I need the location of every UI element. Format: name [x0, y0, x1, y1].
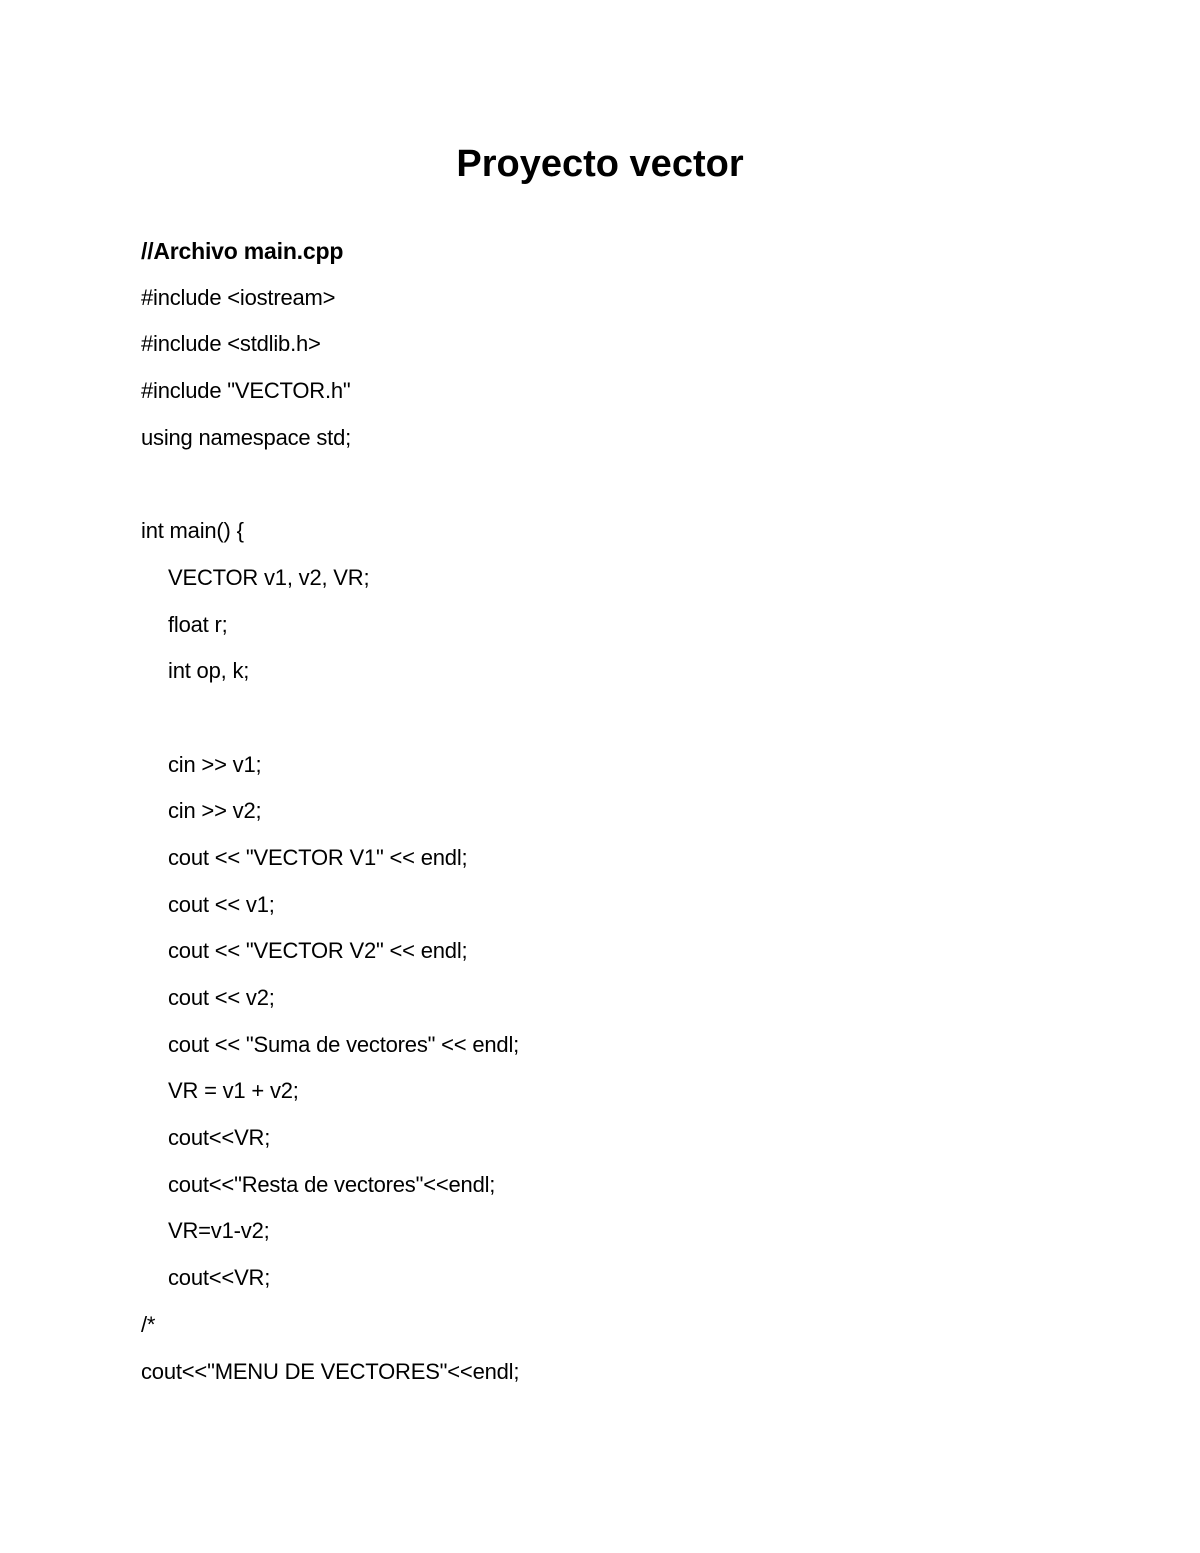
code-line: cout<<"MENU DE VECTORES"<<endl; — [141, 1358, 520, 1384]
code-line: /* — [141, 1311, 156, 1337]
code-line: cout << "VECTOR V1" << endl; — [168, 844, 468, 870]
code-line: cout << v2; — [168, 985, 275, 1010]
code-line: int main() { — [141, 518, 244, 544]
code-line: #include <iostream> — [141, 284, 336, 310]
code-line: cin >> v2; — [168, 798, 262, 824]
code-line: cin >> v1; — [168, 751, 262, 777]
blank-line — [141, 700, 1141, 747]
code-line: #include <stdlib.h> — [141, 331, 321, 357]
code-line: cout<<VR; — [168, 1125, 271, 1151]
blank-line — [141, 466, 1141, 513]
code-line: int op, k; — [168, 658, 250, 684]
code-line: //Archivo main.cpp — [141, 238, 344, 264]
code-line: cout << v1; — [168, 891, 275, 917]
code-line: using namespace std; — [141, 424, 352, 450]
code-line: float r; — [168, 611, 228, 637]
code-line: VR=v1-v2; — [168, 1218, 270, 1244]
code-line: VECTOR v1, v2, VR; — [168, 564, 370, 590]
code-line: VR = v1 + v2; — [168, 1078, 299, 1104]
document-title: Proyecto vector — [456, 143, 744, 185]
code-line: cout << "VECTOR V2" << endl; — [168, 938, 468, 964]
code-line: cout << "Suma de vectores" << endl; — [168, 1031, 520, 1057]
code-line: #include "VECTOR.h" — [141, 378, 351, 404]
code-line: cout<<"Resta de vectores"<<endl; — [168, 1171, 496, 1197]
code-listing — [141, 233, 1141, 1400]
code-line: cout<<VR; — [168, 1265, 271, 1291]
